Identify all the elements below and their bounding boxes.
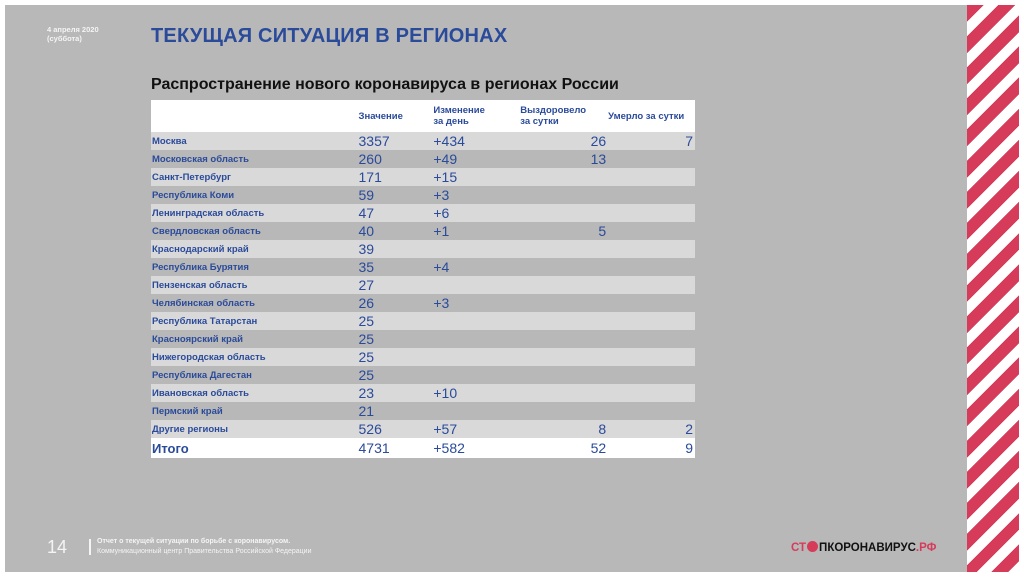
cell-change [433, 348, 520, 366]
table-subtitle: Распространение нового коронавируса в регионах России [151, 76, 619, 93]
cell-recovered [520, 258, 608, 276]
cell-died: 2 [608, 420, 695, 438]
cell-died [608, 186, 695, 204]
table-row [151, 276, 695, 294]
cell-region: Московская область [151, 150, 359, 168]
cell-died: 7 [608, 132, 695, 150]
slide [5, 5, 1019, 572]
cell-died [608, 366, 695, 384]
cell-change: +10 [433, 384, 520, 402]
table-row [151, 258, 695, 276]
cell-value: 27 [359, 276, 434, 294]
cell-change: +49 [433, 150, 520, 168]
cell-value: 526 [359, 420, 434, 438]
cell-recovered [520, 384, 608, 402]
cell-recovered [520, 186, 608, 204]
cell-died [608, 402, 695, 420]
cell-recovered [520, 168, 608, 186]
cell-recovered [520, 240, 608, 258]
table-row [151, 132, 695, 150]
page-title: ТЕКУЩАЯ СИТУАЦИЯ В РЕГИОНАХ [151, 25, 508, 47]
page-number: 14 [47, 537, 68, 557]
cell-region: Санкт-Петербург [151, 168, 359, 186]
logo-part1: СТ [791, 542, 807, 554]
cell-value: 25 [359, 312, 434, 330]
cell-change: +434 [433, 132, 520, 150]
cell-region: Нижегородская область [151, 348, 359, 366]
table-row [151, 312, 695, 330]
table-row [151, 204, 695, 222]
table-row [151, 240, 695, 258]
cell-value: 25 [359, 366, 434, 384]
table-row [151, 384, 695, 402]
footer-line2: Коммуникационный центр Правительства Российской Федерации [97, 548, 312, 555]
cell-change: +4 [433, 258, 520, 276]
cell-value: 21 [359, 402, 434, 420]
cell-recovered [520, 366, 608, 384]
cell-change: +3 [433, 294, 520, 312]
table-row [151, 150, 695, 168]
cell-change [433, 330, 520, 348]
table-row [151, 366, 695, 384]
cell-value: 25 [359, 348, 434, 366]
cell-region: Москва [151, 132, 359, 150]
cell-value: 47 [359, 204, 434, 222]
table-row [151, 330, 695, 348]
cell-value: 35 [359, 258, 434, 276]
cell-died [608, 294, 695, 312]
total-cell-value: 4731 [359, 438, 434, 458]
cell-value: 171 [359, 168, 434, 186]
cell-region: Краснодарский край [151, 240, 359, 258]
table-total-row [151, 438, 695, 458]
cell-region: Республика Бурятия [151, 258, 359, 276]
cell-change [433, 276, 520, 294]
cell-region: Пензенская область [151, 276, 359, 294]
cell-died [608, 276, 695, 294]
cell-region: Ленинградская область [151, 204, 359, 222]
cell-recovered: 5 [520, 222, 608, 240]
cell-died [608, 240, 695, 258]
cell-change [433, 312, 520, 330]
cell-recovered [520, 312, 608, 330]
table-row [151, 294, 695, 312]
cell-value: 59 [359, 186, 434, 204]
cell-region: Республика Коми [151, 186, 359, 204]
cell-recovered [520, 276, 608, 294]
table-row [151, 420, 695, 438]
total-cell-recovered: 52 [520, 438, 608, 458]
total-cell-change: +582 [433, 438, 520, 458]
cell-recovered: 13 [520, 150, 608, 168]
footer-divider [89, 539, 91, 555]
cell-change [433, 402, 520, 420]
header-region [151, 100, 359, 132]
logo-part3: .РФ [915, 542, 937, 554]
cell-died [608, 312, 695, 330]
cell-region: Челябинская область [151, 294, 359, 312]
cell-change [433, 240, 520, 258]
table-row [151, 402, 695, 420]
total-cell-region: Итого [151, 438, 359, 458]
cell-value: 26 [359, 294, 434, 312]
cell-recovered [520, 402, 608, 420]
cell-recovered [520, 348, 608, 366]
stop-virus-icon [807, 541, 818, 552]
cell-value: 3357 [359, 132, 434, 150]
table-row [151, 186, 695, 204]
date-line2: (суббота) [47, 34, 82, 43]
header-died: Умерло за сутки [608, 100, 695, 132]
cell-died [608, 384, 695, 402]
date-line1: 4 апреля 2020 [47, 25, 99, 34]
header-change: Изменение за день [433, 100, 520, 132]
cell-recovered [520, 330, 608, 348]
cell-change: +57 [433, 420, 520, 438]
slide-date [47, 25, 99, 43]
cell-died [608, 348, 695, 366]
footer-line1: Отчет о текущей ситуации по борьбе с коронавирусом. [97, 538, 291, 545]
cell-died [608, 330, 695, 348]
cell-recovered: 26 [520, 132, 608, 150]
cell-region: Республика Татарстан [151, 312, 359, 330]
cell-change: +15 [433, 168, 520, 186]
cell-change: +3 [433, 186, 520, 204]
cell-region: Красноярский край [151, 330, 359, 348]
cell-died [608, 168, 695, 186]
table-header-row [151, 100, 695, 132]
header-recovered: Выздоровело за сутки [520, 100, 608, 132]
cell-died [608, 204, 695, 222]
decorative-stripes [967, 5, 1019, 572]
table-row [151, 348, 695, 366]
cell-change: +6 [433, 204, 520, 222]
cell-value: 39 [359, 240, 434, 258]
cell-value: 260 [359, 150, 434, 168]
header-value: Значение [359, 100, 434, 132]
stop-coronavirus-logo [791, 541, 936, 554]
cell-recovered [520, 204, 608, 222]
cell-region: Республика Дагестан [151, 366, 359, 384]
table-row [151, 168, 695, 186]
cell-died [608, 150, 695, 168]
cell-recovered: 8 [520, 420, 608, 438]
cell-died [608, 222, 695, 240]
total-cell-died: 9 [608, 438, 695, 458]
cell-value: 25 [359, 330, 434, 348]
cell-region: Пермский край [151, 402, 359, 420]
cell-region: Свердловская область [151, 222, 359, 240]
cell-change: +1 [433, 222, 520, 240]
cell-region: Ивановская область [151, 384, 359, 402]
regions-table [151, 100, 695, 458]
cell-died [608, 258, 695, 276]
cell-change [433, 366, 520, 384]
cell-value: 40 [359, 222, 434, 240]
table-row [151, 222, 695, 240]
cell-recovered [520, 294, 608, 312]
cell-value: 23 [359, 384, 434, 402]
logo-part2: ПКОРОНАВИРУС [819, 542, 916, 554]
cell-region: Другие регионы [151, 420, 359, 438]
